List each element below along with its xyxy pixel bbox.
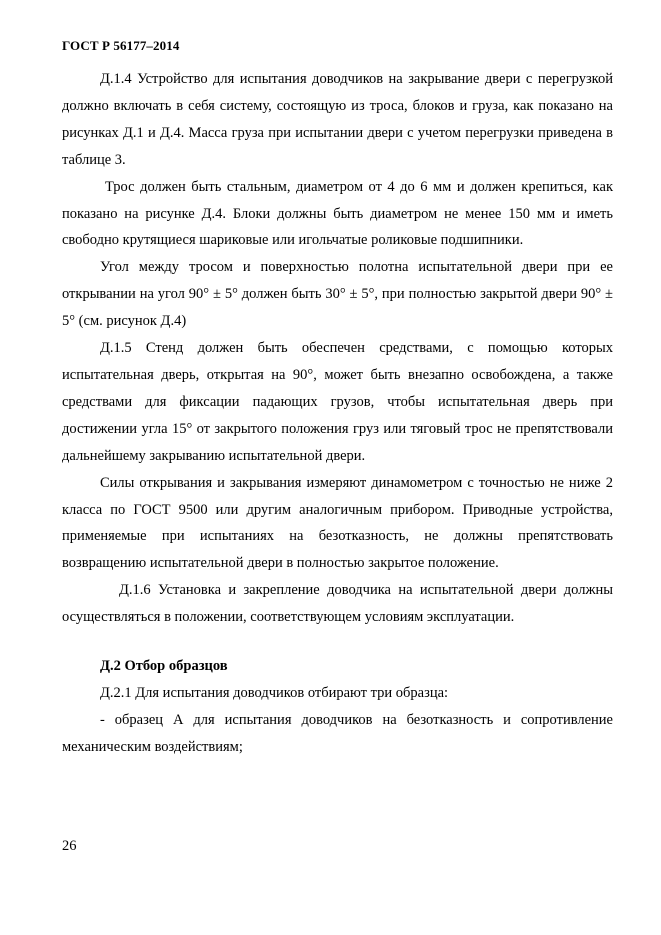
paragraph-cable-requirements: Трос должен быть стальным, диаметром от 4 до 6 мм и должен крепиться, как показано на рисунке Д.4. Блоки должны быть диаметром не менее 150 мм и иметь свободно крутящиеся шариковые или игольчатые роликовые подшипники. (62, 178, 613, 249)
list-item-sample-a: - образец А для испытания доводчиков на безотказность и сопротивление механическим воздействиям; (62, 711, 613, 755)
paragraph-forces-measurement: Силы открывания и закрывания измеряют динамометром с точностью не ниже 2 класса по ГОСТ 9500 или другим аналогичным прибором. Приводные устройства, применяемые при испытаниях на безотказность, не должны препятствовать возвращению испытательной двери в полностью закрытое положение. (62, 474, 613, 572)
page-number: 26 (62, 838, 77, 854)
paragraph-d-1-4: Д.1.4 Устройство для испытания доводчиков на закрывание двери с перегрузкой должно включать в себя систему, состоящую из троса, блоков и груза, как показано на рисунках Д.1 и Д.4. Масса груза при испытании двери с учетом перегрузки приведена в таблице 3. (62, 71, 613, 168)
paragraph-d-1-5: Д.1.5 Стенд должен быть обеспечен средствами, с помощью которых испытательная дверь, открытая на 90°, может быть внезапно освобождена, а также средствами для фиксации падающих грузов, чтобы испытательная дверь при достижении угла 15° от закрытого положения груз или тяговый трос не препятствовали дальнейшему закрыванию испытательной двери. (62, 340, 613, 464)
section-title-d-2: Д.2 Отбор образцов (100, 658, 228, 675)
document-body (62, 66, 613, 761)
paragraph-d-1-6: Д.1.6 Установка и закрепление доводчика на испытательной двери должны осуществляться в положении, соответствующем условиям эксплуатации. (62, 582, 613, 626)
document-code-header: ГОСТ Р 56177–2014 (62, 38, 180, 53)
paragraph-d-2-1: Д.2.1 Для испытания доводчиков отбирают три образца: (100, 684, 449, 701)
paragraph-cable-angle: Угол между тросом и поверхностью полотна испытательной двери при ее открывании на угол 90° ± 5° должен быть 30° ± 5°, при полностью закрытой двери 90° ± 5° (см. рисунок Д.4) (62, 259, 613, 330)
